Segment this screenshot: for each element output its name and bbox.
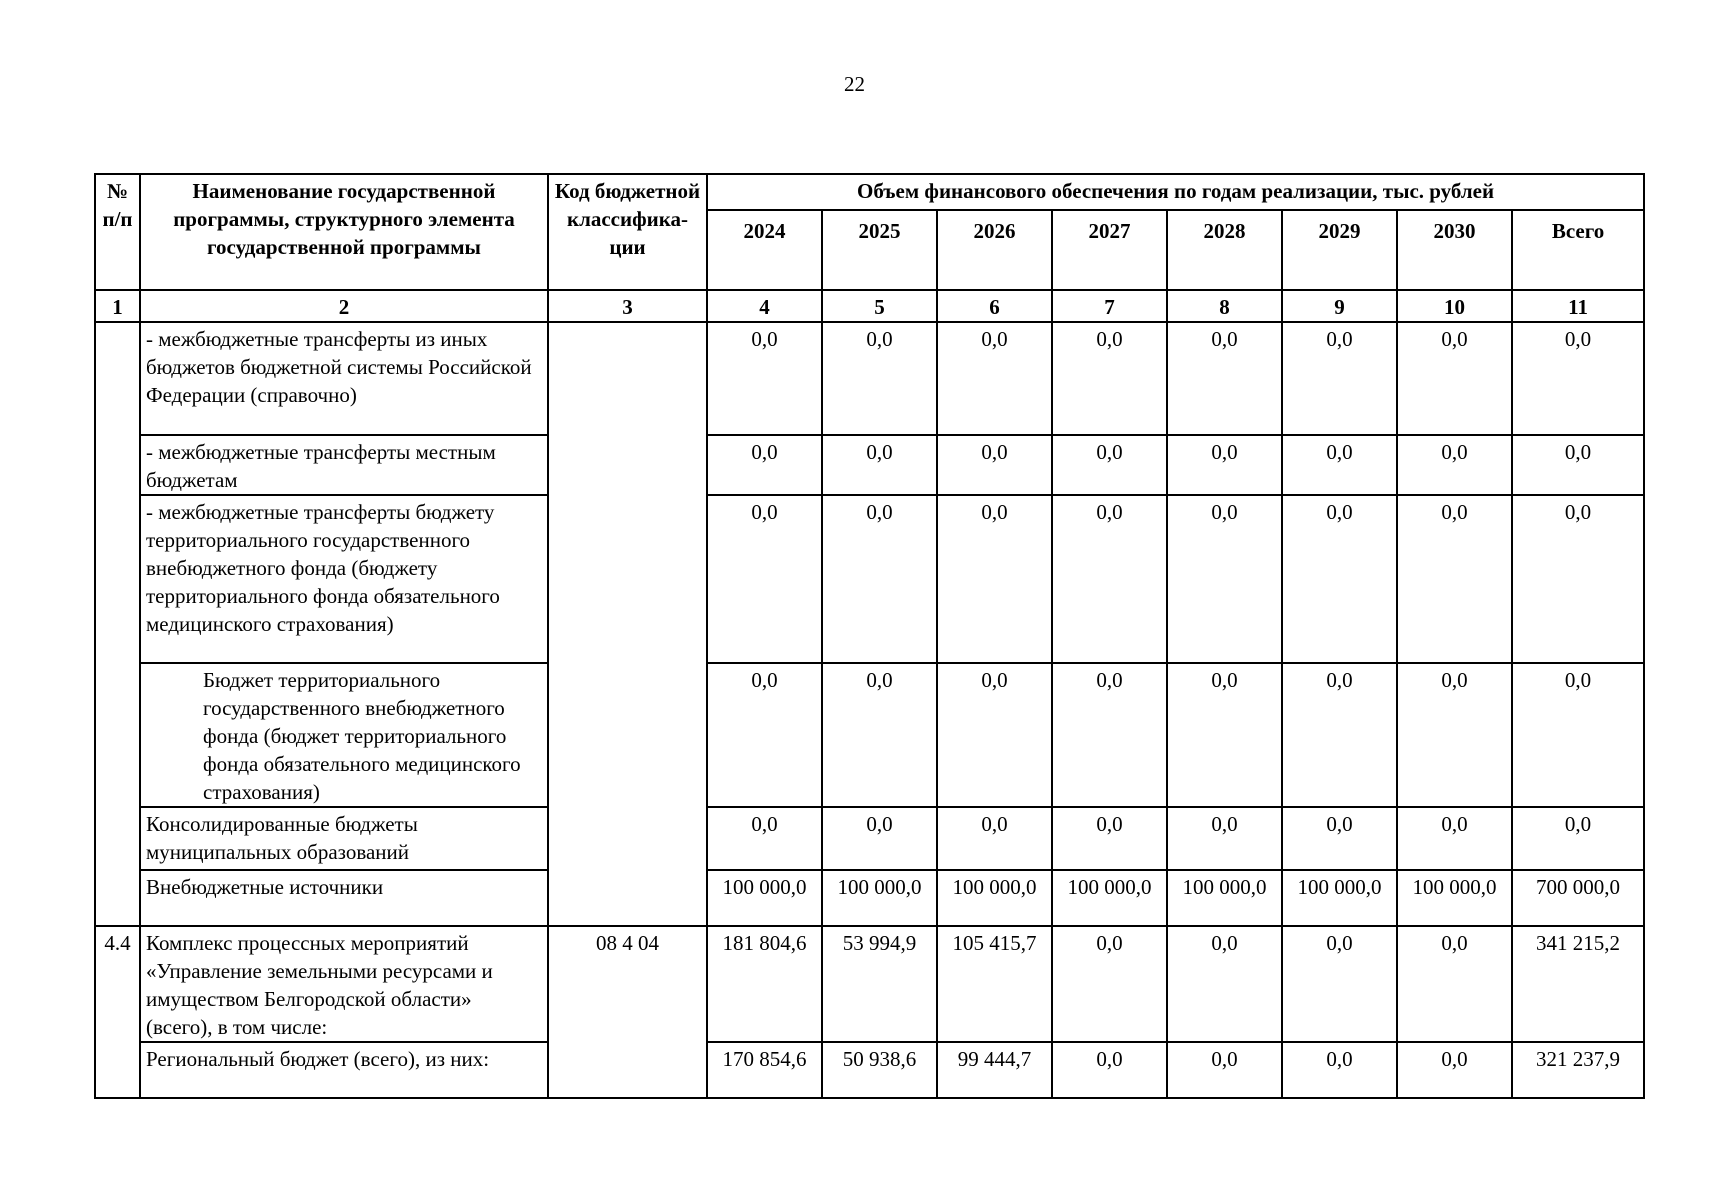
value-cell: 0,0 bbox=[1167, 1042, 1282, 1098]
column-number: 9 bbox=[1282, 290, 1397, 322]
value-cell: 0,0 bbox=[822, 495, 937, 663]
value-cell: 0,0 bbox=[1052, 807, 1167, 870]
header-num: № п/п bbox=[95, 174, 140, 290]
value-cell: 0,0 bbox=[1282, 807, 1397, 870]
row-name: - межбюджетные трансферты бюджету территориального государственного внебюджетного фонда (бюджету территориального фонда обязательного медицинского страхования) bbox=[140, 495, 548, 663]
table-row bbox=[95, 870, 1644, 926]
value-cell: 181 804,6 bbox=[707, 926, 822, 1042]
value-cell: 0,0 bbox=[1052, 663, 1167, 807]
value-cell: 99 444,7 bbox=[937, 1042, 1052, 1098]
row-name: - межбюджетные трансферты местным бюджетам bbox=[140, 435, 548, 495]
value-cell: 100 000,0 bbox=[822, 870, 937, 926]
header-year: 2030 bbox=[1397, 210, 1512, 290]
value-cell: 0,0 bbox=[1397, 435, 1512, 495]
column-number: 10 bbox=[1397, 290, 1512, 322]
header-volume: Объем финансового обеспечения по годам реализации, тыс. рублей bbox=[707, 174, 1644, 210]
header-year: 2025 bbox=[822, 210, 937, 290]
value-cell: 0,0 bbox=[1512, 807, 1644, 870]
value-cell: 0,0 bbox=[1052, 495, 1167, 663]
value-cell: 0,0 bbox=[1167, 663, 1282, 807]
value-cell: 0,0 bbox=[707, 322, 822, 435]
value-cell: 0,0 bbox=[937, 663, 1052, 807]
value-cell: 0,0 bbox=[1512, 663, 1644, 807]
value-cell: 100 000,0 bbox=[1167, 870, 1282, 926]
value-cell: 341 215,2 bbox=[1512, 926, 1644, 1042]
header-year: 2028 bbox=[1167, 210, 1282, 290]
row-name: Бюджет территориального государственного внебюджетного фонда (бюджет территориального фонда обязательного медицинского страхования) bbox=[140, 663, 548, 807]
row-name: Внебюджетные источники bbox=[140, 870, 548, 926]
header-year: 2027 bbox=[1052, 210, 1167, 290]
value-cell: 0,0 bbox=[937, 435, 1052, 495]
value-cell: 0,0 bbox=[1052, 926, 1167, 1042]
table-row bbox=[95, 926, 1644, 1042]
column-number: 6 bbox=[937, 290, 1052, 322]
column-number: 5 bbox=[822, 290, 937, 322]
value-cell: 0,0 bbox=[937, 322, 1052, 435]
value-cell: 0,0 bbox=[1167, 926, 1282, 1042]
value-cell: 0,0 bbox=[822, 663, 937, 807]
table-row bbox=[95, 322, 1644, 435]
row-code: 08 4 04 bbox=[548, 926, 707, 1098]
row-name: Региональный бюджет (всего), из них: bbox=[140, 1042, 548, 1098]
value-cell: 0,0 bbox=[1167, 435, 1282, 495]
value-cell: 0,0 bbox=[937, 495, 1052, 663]
value-cell: 0,0 bbox=[1397, 663, 1512, 807]
value-cell: 0,0 bbox=[937, 807, 1052, 870]
header-year: 2029 bbox=[1282, 210, 1397, 290]
value-cell: 0,0 bbox=[1397, 495, 1512, 663]
value-cell: 0,0 bbox=[822, 322, 937, 435]
financing-table bbox=[94, 173, 1645, 1099]
column-number: 11 bbox=[1512, 290, 1644, 322]
column-number: 8 bbox=[1167, 290, 1282, 322]
value-cell: 0,0 bbox=[707, 495, 822, 663]
table-row bbox=[95, 663, 1644, 807]
table-row bbox=[95, 435, 1644, 495]
value-cell: 0,0 bbox=[1282, 1042, 1397, 1098]
value-cell: 0,0 bbox=[1397, 926, 1512, 1042]
row-name: Комплекс процессных мероприятий «Управление земельными ресурсами и имуществом Белгородской области» (всего), в том числе: bbox=[140, 926, 548, 1042]
value-cell: 100 000,0 bbox=[1282, 870, 1397, 926]
value-cell: 0,0 bbox=[1282, 495, 1397, 663]
row-name: - межбюджетные трансферты из иных бюджетов бюджетной системы Российской Федерации (справочно) bbox=[140, 322, 548, 435]
value-cell: 0,0 bbox=[1052, 435, 1167, 495]
row-name: Консолидированные бюджеты муниципальных образований bbox=[140, 807, 548, 870]
value-cell: 0,0 bbox=[1282, 926, 1397, 1042]
column-number: 2 bbox=[140, 290, 548, 322]
value-cell: 53 994,9 bbox=[822, 926, 937, 1042]
row-number: 4.4 bbox=[95, 926, 140, 1098]
value-cell: 170 854,6 bbox=[707, 1042, 822, 1098]
header-year: 2024 bbox=[707, 210, 822, 290]
table-row bbox=[95, 495, 1644, 663]
table-row bbox=[95, 807, 1644, 870]
value-cell: 0,0 bbox=[1052, 322, 1167, 435]
value-cell: 0,0 bbox=[1167, 807, 1282, 870]
value-cell: 0,0 bbox=[1397, 1042, 1512, 1098]
value-cell: 0,0 bbox=[1167, 495, 1282, 663]
value-cell: 0,0 bbox=[822, 807, 937, 870]
column-number: 1 bbox=[95, 290, 140, 322]
value-cell: 0,0 bbox=[1282, 435, 1397, 495]
header-year: 2026 bbox=[937, 210, 1052, 290]
row-number bbox=[95, 322, 140, 926]
header-total: Всего bbox=[1512, 210, 1644, 290]
value-cell: 0,0 bbox=[1167, 322, 1282, 435]
table-row bbox=[95, 1042, 1644, 1098]
page-number: 22 bbox=[844, 72, 865, 96]
value-cell: 100 000,0 bbox=[1052, 870, 1167, 926]
row-code bbox=[548, 322, 707, 926]
column-number: 3 bbox=[548, 290, 707, 322]
value-cell: 100 000,0 bbox=[1397, 870, 1512, 926]
value-cell: 100 000,0 bbox=[707, 870, 822, 926]
value-cell: 0,0 bbox=[1052, 1042, 1167, 1098]
value-cell: 105 415,7 bbox=[937, 926, 1052, 1042]
value-cell: 0,0 bbox=[1397, 322, 1512, 435]
value-cell: 0,0 bbox=[1512, 495, 1644, 663]
value-cell: 321 237,9 bbox=[1512, 1042, 1644, 1098]
value-cell: 0,0 bbox=[1282, 663, 1397, 807]
header-code: Код бюджетной классифика-ции bbox=[548, 174, 707, 290]
value-cell: 0,0 bbox=[1397, 807, 1512, 870]
header-name: Наименование государственной программы, структурного элемента государственной программы bbox=[140, 174, 548, 290]
value-cell: 0,0 bbox=[707, 435, 822, 495]
value-cell: 700 000,0 bbox=[1512, 870, 1644, 926]
value-cell: 0,0 bbox=[1512, 435, 1644, 495]
value-cell: 0,0 bbox=[707, 807, 822, 870]
value-cell: 0,0 bbox=[1512, 322, 1644, 435]
value-cell: 0,0 bbox=[1282, 322, 1397, 435]
value-cell: 0,0 bbox=[822, 435, 937, 495]
value-cell: 0,0 bbox=[707, 663, 822, 807]
column-number: 4 bbox=[707, 290, 822, 322]
value-cell: 50 938,6 bbox=[822, 1042, 937, 1098]
value-cell: 100 000,0 bbox=[937, 870, 1052, 926]
column-number: 7 bbox=[1052, 290, 1167, 322]
